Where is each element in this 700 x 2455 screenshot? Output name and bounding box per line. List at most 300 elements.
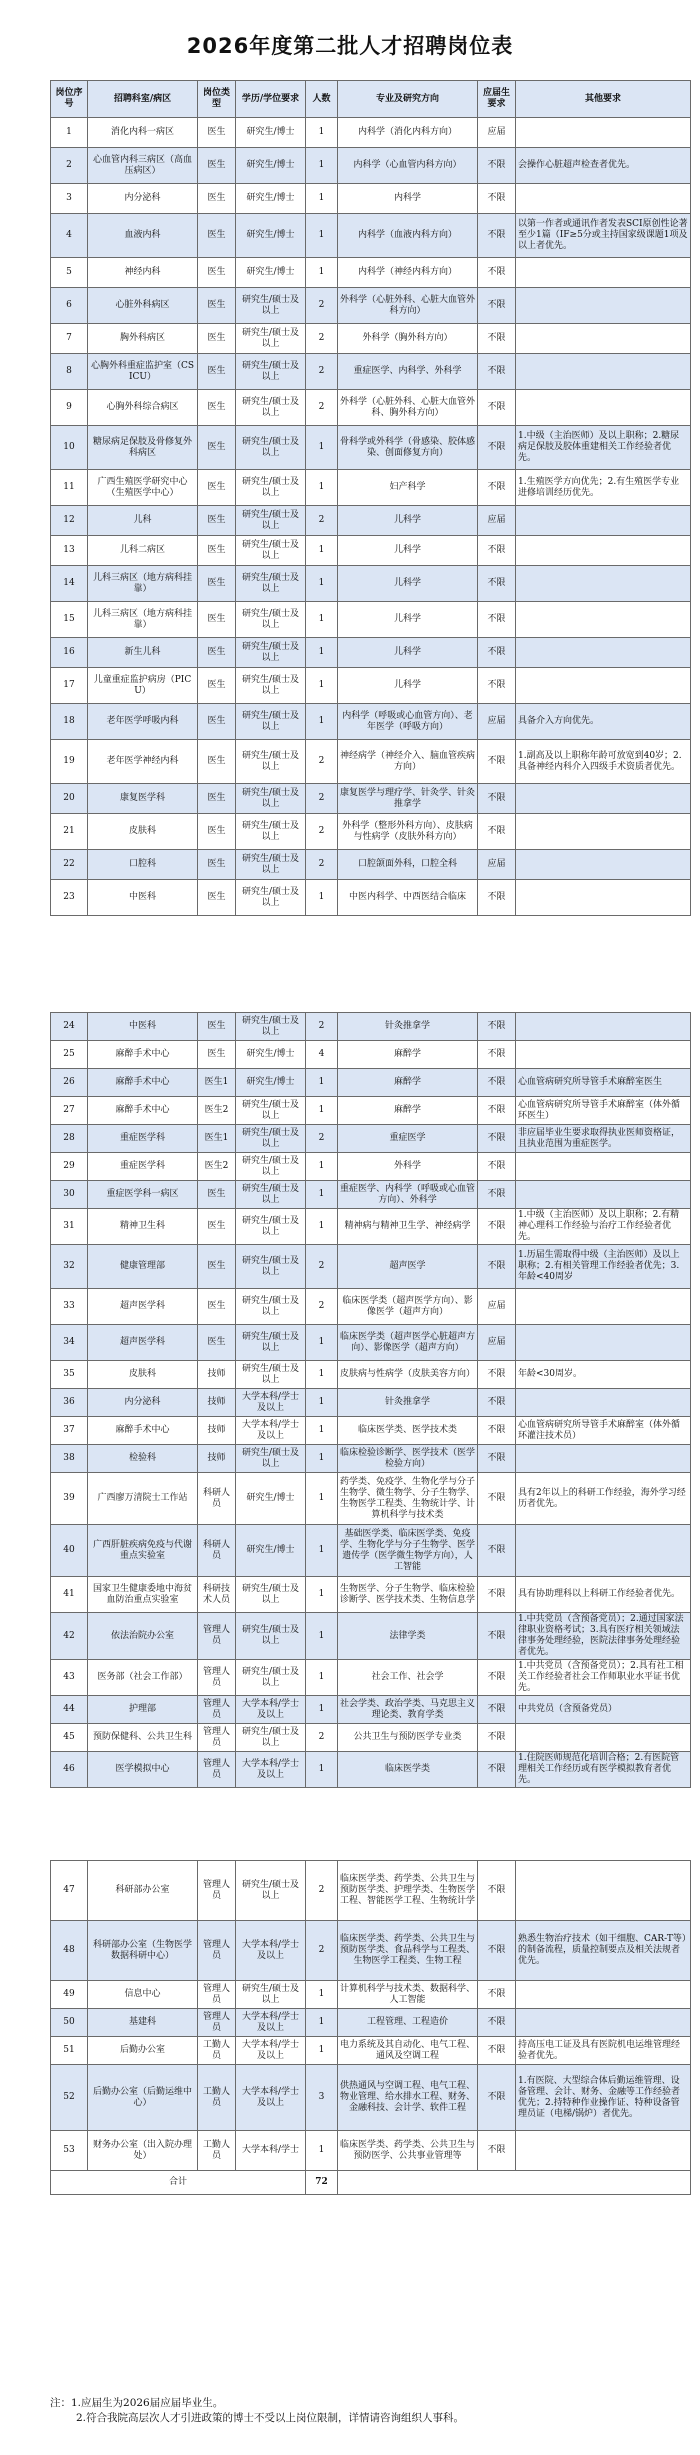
table-cell: 医生: [198, 668, 236, 704]
table-cell: 1: [306, 1389, 338, 1417]
table-cell: 内科学（心血管内科方向）: [338, 148, 478, 184]
total-value: 72: [306, 2171, 338, 2195]
table-cell: 中共党员（含预备党员）: [516, 1696, 691, 1724]
table-cell: 研究生/硕士及以上: [236, 1289, 306, 1325]
table-row: [51, 602, 691, 638]
table-cell: 不限: [478, 2037, 516, 2065]
table-cell: 16: [51, 638, 88, 668]
table-row: [51, 784, 691, 814]
table-cell: 1.中共党员（含预备党员）；2.具有社工相关工作经验者社会工作师职业水平证书优先。: [516, 1660, 691, 1696]
table-row: [51, 184, 691, 214]
table-cell: 23: [51, 880, 88, 916]
table-row: [51, 324, 691, 354]
table-cell: 不限: [478, 1181, 516, 1209]
table-cell: 医生: [198, 638, 236, 668]
table-cell: 1: [306, 184, 338, 214]
table-row: [51, 148, 691, 184]
table-cell: 医生: [198, 258, 236, 288]
table-cell: 51: [51, 2037, 88, 2065]
recruitment-table: [50, 80, 691, 916]
table-cell: 33: [51, 1289, 88, 1325]
table-cell: 1: [306, 1660, 338, 1696]
table-cell: 以第一作者或通讯作者发表SCI原创性论著至少1篇（IF≥5分或主持国家级课题1项及以上者优先。: [516, 214, 691, 258]
table-cell: 应届: [478, 850, 516, 880]
recruitment-table-end: [50, 1860, 691, 2195]
table-cell: 6: [51, 288, 88, 324]
table-cell: 1: [306, 1097, 338, 1125]
table-cell: 不限: [478, 880, 516, 916]
table-cell: 41: [51, 1577, 88, 1613]
table-row: [51, 880, 691, 916]
table-row: [51, 354, 691, 390]
table-cell: 不限: [478, 258, 516, 288]
table-cell: 研究生/硕士及以上: [236, 668, 306, 704]
table-cell: 科研技术人员: [198, 1577, 236, 1613]
table-cell: 财务办公室（出入院办理处）: [88, 2131, 198, 2171]
table-cell: 临床医学类: [338, 1752, 478, 1788]
recruitment-table-continued: [50, 1012, 691, 1788]
table-cell: 内科学（血液内科方向）: [338, 214, 478, 258]
table-cell: 大学本科/学士及以上: [236, 1752, 306, 1788]
table-cell: 持高压电工证及具有医院机电运维管理经验者优先。: [516, 2037, 691, 2065]
table-cell: 研究生/博士: [236, 1473, 306, 1525]
table-cell: 20: [51, 784, 88, 814]
table-cell: 不限: [478, 740, 516, 784]
table-cell: 1: [306, 426, 338, 470]
table-cell: 1: [306, 1613, 338, 1660]
table-cell: 技师: [198, 1361, 236, 1389]
table-cell: [516, 566, 691, 602]
table-cell: 医生: [198, 566, 236, 602]
table-row: [51, 1525, 691, 1577]
table-cell: 工勤人员: [198, 2131, 236, 2171]
table-row: [51, 1981, 691, 2009]
table-cell: [516, 354, 691, 390]
table-cell: 48: [51, 1921, 88, 1981]
table-cell: 不限: [478, 1445, 516, 1473]
table-cell: 公共卫生与预防医学专业类: [338, 1724, 478, 1752]
table-cell: 45: [51, 1724, 88, 1752]
table-cell: 技师: [198, 1445, 236, 1473]
table-cell: 临床医学类（超声医学方向）、影像医学（超声方向）: [338, 1289, 478, 1325]
table-cell: 不限: [478, 1696, 516, 1724]
table-row: [51, 1389, 691, 1417]
table-cell: 法律学类: [338, 1613, 478, 1660]
table-cell: 19: [51, 740, 88, 784]
table-cell: 药学类、免疫学、生物化学与分子生物学、微生物学、分子生物学、生物医学工程类、生物统计学、计算机科学与技术类: [338, 1473, 478, 1525]
table-row: [51, 850, 691, 880]
table-cell: 2: [306, 814, 338, 850]
footnote-1: 注：1.应届生为2026届应届毕业生。: [50, 2397, 224, 2409]
table-row: [51, 470, 691, 506]
table-row: [51, 1209, 691, 1245]
table-cell: 1: [306, 2009, 338, 2037]
table-cell: [516, 668, 691, 704]
table-cell: 依法治院办公室: [88, 1613, 198, 1660]
table-cell: 医生: [198, 1013, 236, 1041]
table-cell: 研究生/硕士及以上: [236, 1181, 306, 1209]
table-cell: [516, 1981, 691, 2009]
table-cell: 计算机科学与技术类、数据科学、人工智能: [338, 1981, 478, 2009]
table-cell: 不限: [478, 1613, 516, 1660]
table-cell: 26: [51, 1069, 88, 1097]
table-row: [51, 638, 691, 668]
table-cell: 应届: [478, 1289, 516, 1325]
table-cell: 医生: [198, 288, 236, 324]
table-cell: [516, 2009, 691, 2037]
table-cell: 大学本科/学士: [236, 2131, 306, 2171]
table-cell: 1: [306, 1209, 338, 1245]
table-cell: [516, 850, 691, 880]
table-cell: 麻醉手术中心: [88, 1417, 198, 1445]
table-row: [51, 1696, 691, 1724]
table-row: [51, 118, 691, 148]
table-cell: 儿科学: [338, 602, 478, 638]
table-cell: 管理人员: [198, 1861, 236, 1921]
table-cell: 医生: [198, 470, 236, 506]
table-cell: 1: [306, 1361, 338, 1389]
table-cell: 熟悉生物治疗技术（如干细胞、CAR-T等）的制备流程，质量控制要点及相关法规者优先。: [516, 1921, 691, 1981]
table-cell: 49: [51, 1981, 88, 2009]
table-row: [51, 214, 691, 258]
table-cell: 1: [306, 704, 338, 740]
table-cell: [516, 2131, 691, 2171]
table-cell: 9: [51, 390, 88, 426]
table-cell: 不限: [478, 1921, 516, 1981]
table-cell: 妇产科学: [338, 470, 478, 506]
table-cell: 胸外科病区: [88, 324, 198, 354]
table-cell: 心血管病研究所导管手术麻醉室（体外循环医生）: [516, 1097, 691, 1125]
table-cell: 医生: [198, 850, 236, 880]
table-cell: 临床医学类、药学类、公共卫生与预防医学类、食品科学与工程类、生物医学工程类、生物工程: [338, 1921, 478, 1981]
table-cell: 内分泌科: [88, 184, 198, 214]
table-cell: 麻醉手术中心: [88, 1097, 198, 1125]
table-cell: 1: [306, 1181, 338, 1209]
table-cell: 1: [306, 2131, 338, 2171]
table-row: [51, 1921, 691, 1981]
table-cell: 不限: [478, 536, 516, 566]
table-cell: 基建科: [88, 2009, 198, 2037]
table-cell: [516, 118, 691, 148]
column-header: 专业及研究方向: [338, 81, 478, 118]
table-cell: 2: [306, 1013, 338, 1041]
table-cell: 研究生/博士: [236, 258, 306, 288]
table-cell: 2: [306, 1724, 338, 1752]
table-cell: [516, 638, 691, 668]
table-cell: 管理人员: [198, 1724, 236, 1752]
table-cell: 研究生/硕士及以上: [236, 1013, 306, 1041]
column-header: 岗位类型: [198, 81, 236, 118]
table-cell: 研究生/硕士及以上: [236, 1125, 306, 1153]
table-cell: 具有2年以上的科研工作经验，海外学习经历者优先。: [516, 1473, 691, 1525]
table-cell: 外科学（心脏外科、心脏大血管外科方向）: [338, 288, 478, 324]
table-cell: 研究生/硕士及以上: [236, 1325, 306, 1361]
table-cell: 29: [51, 1153, 88, 1181]
table-cell: 医生: [198, 814, 236, 850]
table-cell: 1: [306, 1417, 338, 1445]
table-cell: 会操作心脏超声检查者优先。: [516, 148, 691, 184]
table-row: [51, 1245, 691, 1289]
footnotes: [50, 2396, 690, 2426]
table-cell: 研究生/硕士及以上: [236, 704, 306, 740]
table-cell: 儿科二病区: [88, 536, 198, 566]
table-row: [51, 2037, 691, 2065]
table-row: [51, 1861, 691, 1921]
table-cell: 内科学: [338, 184, 478, 214]
table-cell: 儿科学: [338, 638, 478, 668]
table-row: [51, 1473, 691, 1525]
table-cell: 重症医学科一病区: [88, 1181, 198, 1209]
table-cell: 1.有医院、大型综合体后勤运维管理、设备管理、会计、财务、金融等工作经验者优先；2.持特种作业操作证、特种设备管理员证（电梯/锅炉）者优先。: [516, 2065, 691, 2131]
table-cell: 2: [306, 354, 338, 390]
table-cell: 研究生/硕士及以上: [236, 880, 306, 916]
table-cell: 后勤办公室: [88, 2037, 198, 2065]
column-header: 学历/学位要求: [236, 81, 306, 118]
table-cell: 34: [51, 1325, 88, 1361]
table-cell: 儿科: [88, 506, 198, 536]
table-cell: 医生2: [198, 1153, 236, 1181]
table-cell: 22: [51, 850, 88, 880]
table-cell: 供热通风与空调工程、电气工程、物业管理、给水排水工程、财务、金融科技、会计学、软件工程: [338, 2065, 478, 2131]
table-cell: 10: [51, 426, 88, 470]
table-row: [51, 426, 691, 470]
table-row: [51, 1577, 691, 1613]
table-cell: 1.生殖医学方向优先；2.有生殖医学专业进修培训经历优先。: [516, 470, 691, 506]
table-cell: 心脏外科病区: [88, 288, 198, 324]
table-cell: 医生: [198, 148, 236, 184]
table-cell: 研究生/硕士及以上: [236, 1245, 306, 1289]
table-cell: 护理部: [88, 1696, 198, 1724]
table-row: [51, 1125, 691, 1153]
table-cell: 研究生/硕士及以上: [236, 1361, 306, 1389]
table-cell: 科研部办公室（生物医学数据科研中心）: [88, 1921, 198, 1981]
table-cell: 1: [306, 638, 338, 668]
table-cell: 研究生/博士: [236, 214, 306, 258]
table-cell: 不限: [478, 214, 516, 258]
column-header: 招聘科室/病区: [88, 81, 198, 118]
table-cell: 1.中级（主治医师）及以上职称；2.糖尿病足保肢及胶体重建相关工作经验者优先。: [516, 426, 691, 470]
table-cell: [516, 288, 691, 324]
table-cell: 35: [51, 1361, 88, 1389]
page-title: 2026年度第二批人才招聘岗位表: [186, 34, 514, 58]
table-cell: 研究生/硕士及以上: [236, 1613, 306, 1660]
table-cell: 管理人员: [198, 1981, 236, 2009]
table-cell: [516, 1525, 691, 1577]
table-cell: 不限: [478, 1153, 516, 1181]
table-row: [51, 1289, 691, 1325]
table-cell: [516, 390, 691, 426]
total-blank: [338, 2171, 691, 2195]
table-cell: 不限: [478, 2065, 516, 2131]
table-row: [51, 1181, 691, 1209]
table-row: [51, 288, 691, 324]
table-cell: 不限: [478, 148, 516, 184]
table-cell: 1: [306, 536, 338, 566]
table-cell: [516, 258, 691, 288]
table-cell: 2: [306, 506, 338, 536]
table-cell: 1: [306, 148, 338, 184]
title-block: [0, 30, 700, 60]
table-cell: 不限: [478, 1389, 516, 1417]
table-cell: 医生: [198, 390, 236, 426]
table-cell: 研究生/硕士及以上: [236, 602, 306, 638]
table-cell: 12: [51, 506, 88, 536]
table-cell: 1: [306, 1473, 338, 1525]
table-row: [51, 704, 691, 740]
table-cell: 研究生/硕士及以上: [236, 426, 306, 470]
table-cell: 研究生/硕士及以上: [236, 566, 306, 602]
table-cell: 不限: [478, 1013, 516, 1041]
table-cell: 工程管理、工程造价: [338, 2009, 478, 2037]
table-cell: 基础医学类、临床医学类、免疫学、生物化学与分子生物学、医学遗传学（医学微生物学方向），人工智能: [338, 1525, 478, 1577]
table-cell: [516, 536, 691, 566]
table-cell: 53: [51, 2131, 88, 2171]
table-cell: 新生儿科: [88, 638, 198, 668]
table-cell: 工勤人员: [198, 2037, 236, 2065]
table-cell: 儿科三病区（地方病科挂靠）: [88, 566, 198, 602]
table-cell: 血液内科: [88, 214, 198, 258]
table-cell: 2: [51, 148, 88, 184]
table-cell: 生物医学、分子生物学、临床检验诊断学、医学技术类、生物信息学: [338, 1577, 478, 1613]
table-cell: 技师: [198, 1389, 236, 1417]
table-cell: 研究生/硕士及以上: [236, 814, 306, 850]
table-cell: 医生: [198, 784, 236, 814]
table-cell: 2: [306, 1921, 338, 1981]
table-cell: 研究生/硕士及以上: [236, 740, 306, 784]
table-cell: 临床医学类（超声医学心脏超声方向）、影像医学（超声方向）: [338, 1325, 478, 1361]
table-cell: 研究生/硕士及以上: [236, 470, 306, 506]
column-header: 人数: [306, 81, 338, 118]
table-cell: 针灸推拿学: [338, 1389, 478, 1417]
table-row: [51, 1724, 691, 1752]
table-cell: 针灸推拿学: [338, 1013, 478, 1041]
table-cell: 皮肤科: [88, 814, 198, 850]
table-row: [51, 814, 691, 850]
table-cell: [516, 784, 691, 814]
table-cell: 不限: [478, 1525, 516, 1577]
table-cell: 医生: [198, 506, 236, 536]
table-cell: 研究生/硕士及以上: [236, 784, 306, 814]
table-cell: 大学本科/学士及以上: [236, 1417, 306, 1445]
table-cell: 2: [306, 740, 338, 784]
table-cell: 5: [51, 258, 88, 288]
table-cell: 1.中级（主治医师）及以上职称；2.有精神心理科工作经验与治疗工作经验者优先。: [516, 1209, 691, 1245]
table-cell: 研究生/硕士及以上: [236, 1445, 306, 1473]
table-cell: 医学模拟中心: [88, 1752, 198, 1788]
table-cell: 口腔颌面外科，口腔全科: [338, 850, 478, 880]
table-row: [51, 2065, 691, 2131]
table-cell: [516, 1724, 691, 1752]
table-cell: 研究生/硕士及以上: [236, 390, 306, 426]
table-cell: 大学本科/学士及以上: [236, 2009, 306, 2037]
table-cell: [516, 1861, 691, 1921]
table-cell: 研究生/硕士及以上: [236, 1153, 306, 1181]
table-cell: 4: [51, 214, 88, 258]
table-cell: 外科学（胸外科方向）: [338, 324, 478, 354]
table-row: [51, 1153, 691, 1181]
table-cell: 不限: [478, 784, 516, 814]
table-row: [51, 1097, 691, 1125]
table-cell: [516, 814, 691, 850]
table-cell: 研究生/硕士及以上: [236, 850, 306, 880]
table-cell: 不限: [478, 1245, 516, 1289]
table-row: [51, 2009, 691, 2037]
table-cell: [516, 1041, 691, 1069]
table-cell: 重症医学科: [88, 1153, 198, 1181]
table-cell: 医生: [198, 214, 236, 258]
table-cell: 儿童重症监护病房（PICU）: [88, 668, 198, 704]
table-page-2: [50, 1012, 690, 1788]
table-cell: 42: [51, 1613, 88, 1660]
table-cell: 医生: [198, 1325, 236, 1361]
table-cell: 临床检验诊断学、医学技术（医学检验方向）: [338, 1445, 478, 1473]
table-cell: 2: [306, 784, 338, 814]
table-cell: 不限: [478, 1473, 516, 1525]
table-cell: 医生: [198, 602, 236, 638]
table-cell: 精神病与精神卫生学、神经病学: [338, 1209, 478, 1245]
column-header: 岗位序号: [51, 81, 88, 118]
table-cell: 广西生殖医学研究中心（生殖医学中心）: [88, 470, 198, 506]
table-cell: 医生: [198, 740, 236, 784]
table-cell: 研究生/博士: [236, 148, 306, 184]
table-cell: 1: [306, 1577, 338, 1613]
table-cell: 医生: [198, 1041, 236, 1069]
table-cell: 应届: [478, 506, 516, 536]
table-cell: 社会工作、社会学: [338, 1660, 478, 1696]
table-cell: 检验科: [88, 1445, 198, 1473]
table-cell: 研究生/博士: [236, 118, 306, 148]
table-cell: 皮肤病与性病学（皮肤美容方向）: [338, 1361, 478, 1389]
table-cell: 医生1: [198, 1125, 236, 1153]
table-cell: 口腔科: [88, 850, 198, 880]
table-cell: 不限: [478, 426, 516, 470]
table-cell: 不限: [478, 566, 516, 602]
table-cell: 重症医学、内科学、外科学: [338, 354, 478, 390]
table-cell: 医生: [198, 1181, 236, 1209]
table-cell: 科研部办公室: [88, 1861, 198, 1921]
table-cell: 老年医学神经内科: [88, 740, 198, 784]
table-cell: 医生: [198, 426, 236, 470]
table-cell: 2: [306, 1125, 338, 1153]
table-cell: 儿科三病区（地方病科挂靠）: [88, 602, 198, 638]
table-cell: 大学本科/学士及以上: [236, 2037, 306, 2065]
table-cell: 内科学（呼吸或心血管方向）、老年医学（呼吸方向）: [338, 704, 478, 740]
table-row: [51, 1041, 691, 1069]
table-cell: 中医科: [88, 880, 198, 916]
table-header-row: [51, 81, 691, 118]
table-row: [51, 1660, 691, 1696]
table-cell: 1: [306, 566, 338, 602]
table-cell: 医生: [198, 1209, 236, 1245]
table-cell: [516, 1013, 691, 1041]
table-cell: 外科学（心脏外科、心脏大血管外科、胸外科方向）: [338, 390, 478, 426]
table-cell: 广西肝脏疾病免疫与代谢重点实验室: [88, 1525, 198, 1577]
table-cell: 32: [51, 1245, 88, 1289]
column-header: 其他要求: [516, 81, 691, 118]
table-cell: 不限: [478, 1660, 516, 1696]
table-cell: 31: [51, 1209, 88, 1245]
table-cell: 医生: [198, 184, 236, 214]
table-cell: 心血管病研究所导管手术麻醉室医生: [516, 1069, 691, 1097]
table-cell: 社会学类、政治学类、马克思主义理论类、教育学类: [338, 1696, 478, 1724]
table-cell: 不限: [478, 1361, 516, 1389]
table-cell: 1: [306, 258, 338, 288]
table-cell: 儿科学: [338, 506, 478, 536]
table-row: [51, 1325, 691, 1361]
table-cell: 研究生/硕士及以上: [236, 1577, 306, 1613]
table-row: [51, 536, 691, 566]
table-cell: 管理人员: [198, 1660, 236, 1696]
